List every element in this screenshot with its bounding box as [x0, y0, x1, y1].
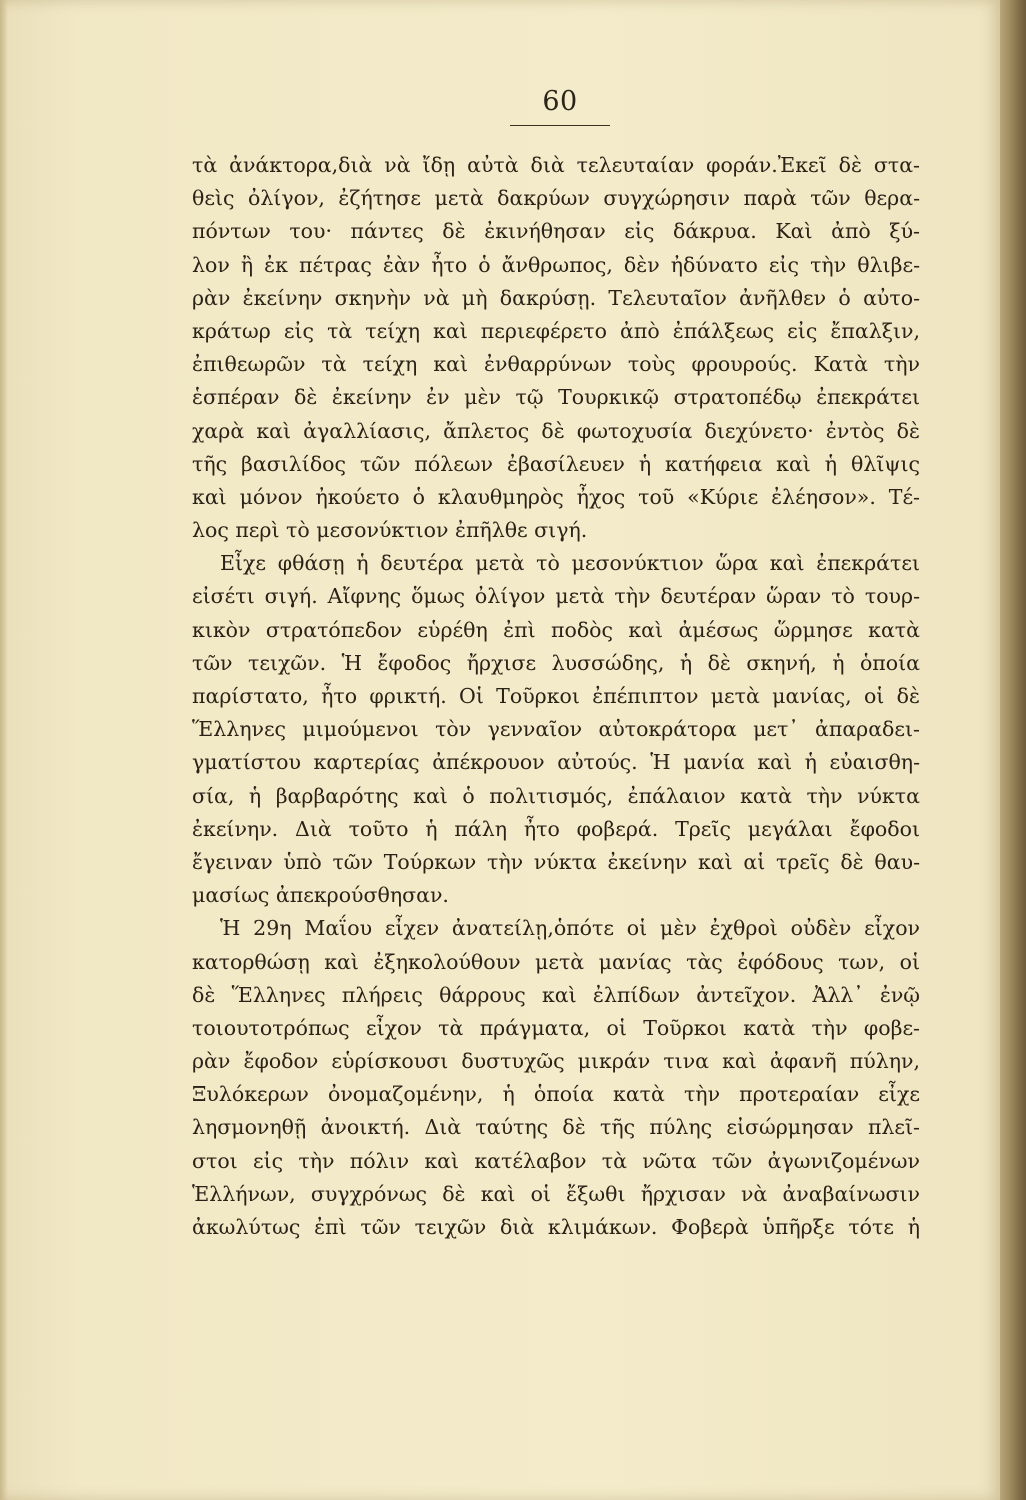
text-line: μασίως ἀπεκρούσθησαν. [192, 883, 449, 908]
text-line: θεὶς ὀλίγον, ἐζήτησε μετὰ δακρύων συγχώρησιν παρὰ τῶν θερα- [192, 186, 920, 211]
text-line: δὲ Ἕλληνες πλήρεις θάρρους καὶ ἐλπίδων ἀντεῖχον. Ἀλλ᾽ ἐνῷ [192, 982, 920, 1007]
text-line: Ἕλληνες μιμούμενοι τὸν γενναῖον αὐτοκράτορα μετ᾽ ἀπαραδει- [192, 717, 920, 742]
text-line: ἐκείνην. Διὰ τοῦτο ἡ πάλη ἦτο φοβερά. Τρεῖς μεγάλαι ἔφοδοι [192, 816, 920, 841]
paragraph-1 [192, 149, 920, 547]
book-spine-edge [1000, 0, 1026, 1500]
text-line: τοιουτοτρόπως εἶχον τὰ πράγματα, οἱ Τοῦρκοι κατὰ τὴν φοβε- [192, 1015, 920, 1040]
text-line: χαρὰ καὶ ἀγαλλίασις, ἄπλετος δὲ φωτοχυσία διεχύνετο· ἐντὸς δὲ [192, 418, 920, 443]
text-line: ρὰν ἔφοδον εὑρίσκουσι δυστυχῶς μικράν τινα καὶ ἀφανῆ πύλην, [192, 1049, 920, 1074]
text-line: εἰσέτι σιγή. Αἴφνης ὅμως ὀλίγον μετὰ τὴν δευτέραν ὥραν τὸ τουρ- [192, 584, 920, 609]
text-line: σία, ἡ βαρβαρότης καὶ ὁ πολιτισμός, ἐπάλαιον κατὰ τὴν νύκτα [192, 783, 920, 808]
text-line: Εἶχε φθάσῃ ἡ δευτέρα μετὰ τὸ μεσονύκτιον ὥρα καὶ ἐπεκράτει [220, 551, 920, 576]
body-text [192, 149, 920, 1244]
text-line: κατορθώσῃ καὶ ἐξηκολούθουν μετὰ μανίας τὰς ἐφόδους των, οἱ [192, 949, 920, 974]
text-line: Ξυλόκερων ὀνομαζομένην, ἡ ὁποία κατὰ τὴν προτεραίαν εἶχε [192, 1082, 920, 1107]
text-line: γματίστου καρτερίας ἀπέκρουον αὐτούς. Ἡ μανία καὶ ἡ εὐαισθη- [192, 750, 920, 775]
page-gutter-shadow [0, 0, 8, 1500]
text-line: τῶν τειχῶν. Ἡ ἔφοδος ἤρχισε λυσσώδης, ἡ δὲ σκηνή, ἡ ὁποία [192, 650, 920, 675]
page-number: 60 [542, 86, 578, 117]
text-line: τὰ ἀνάκτορα,διὰ νὰ ἴδῃ αὐτὰ διὰ τελευταίαν φοράν.Ἐκεῖ δὲ στα- [192, 153, 920, 177]
page-number-rule [510, 125, 610, 126]
text-line: ἀκωλύτως ἐπὶ τῶν τειχῶν διὰ κλιμάκων. Φοβερὰ ὑπῆρξε τότε ἡ [192, 1215, 920, 1239]
paragraph-3 [192, 912, 920, 1244]
text-line: τῆς βασιλίδος τῶν πόλεων ἐβασίλευεν ἡ κατήφεια καὶ ἡ θλῖψις [192, 451, 920, 476]
text-line: κικὸν στρατόπεδον εὑρέθη ἐπὶ ποδὸς καὶ ἀμέσως ὥρμησε κατὰ [192, 617, 920, 642]
text-line: ἑσπέραν δὲ ἐκείνην ἐν μὲν τῷ Τουρκικῷ στρατοπέδῳ ἐπεκράτει [192, 385, 920, 410]
text-line: Ἑλλήνων, συγχρόνως δὲ καὶ οἱ ἔξωθι ἤρχισαν νὰ ἀναβαίνωσιν [192, 1181, 920, 1206]
text-line: ἔγειναν ὑπὸ τῶν Τούρκων τὴν νύκτα ἐκείνην καὶ αἱ τρεῖς δὲ θαυ- [192, 849, 920, 874]
text-line: κράτωρ εἰς τὰ τείχη καὶ περιεφέρετο ἀπὸ ἐπάλξεως εἰς ἔπαλξιν, [192, 318, 920, 343]
text-line: λησμονηθῇ ἀνοικτή. Διὰ ταύτης δὲ τῆς πύλης εἰσώρμησαν πλεῖ- [192, 1115, 920, 1140]
text-line: ρὰν ἐκείνην σκηνὴν νὰ μὴ δακρύσῃ. Τελευταῖον ἀνῆλθεν ὁ αὐτο- [192, 285, 920, 310]
text-line: Ἡ 29η Μαΐου εἶχεν ἀνατείλῃ,ὁπότε οἱ μὲν ἐχθροὶ οὐδὲν εἶχον [220, 916, 920, 941]
paragraph-2 [192, 547, 920, 912]
text-line: παρίστατο, ἦτο φρικτή. Οἱ Τοῦρκοι ἐπέπιπτον μετὰ μανίας, οἱ δὲ [192, 684, 920, 708]
text-line: ἐπιθεωρῶν τὰ τείχη καὶ ἐνθαρρύνων τοὺς φρουρούς. Κατὰ τὴν [192, 352, 920, 377]
text-line: στοι εἰς τὴν πόλιν καὶ κατέλαβον τὰ νῶτα τῶν ἀγωνιζομένων [192, 1148, 920, 1173]
text-line: πόντων του· πάντες δὲ ἐκινήθησαν εἰς δάκρυα. Καὶ ἀπὸ ξύ- [192, 219, 920, 244]
text-line: λος περὶ τὸ μεσονύκτιον ἐπῆλθε σιγή. [192, 518, 588, 543]
text-line: καὶ μόνον ἠκούετο ὁ κλαυθμηρὸς ἦχος τοῦ «Κύριε ἐλέησον». Τέ- [192, 484, 920, 509]
text-line: λον ἢ ἐκ πέτρας ἐὰν ἦτο ὁ ἄνθρωπος, δὲν ἠδύνατο εἰς τὴν θλιβε- [192, 252, 920, 277]
